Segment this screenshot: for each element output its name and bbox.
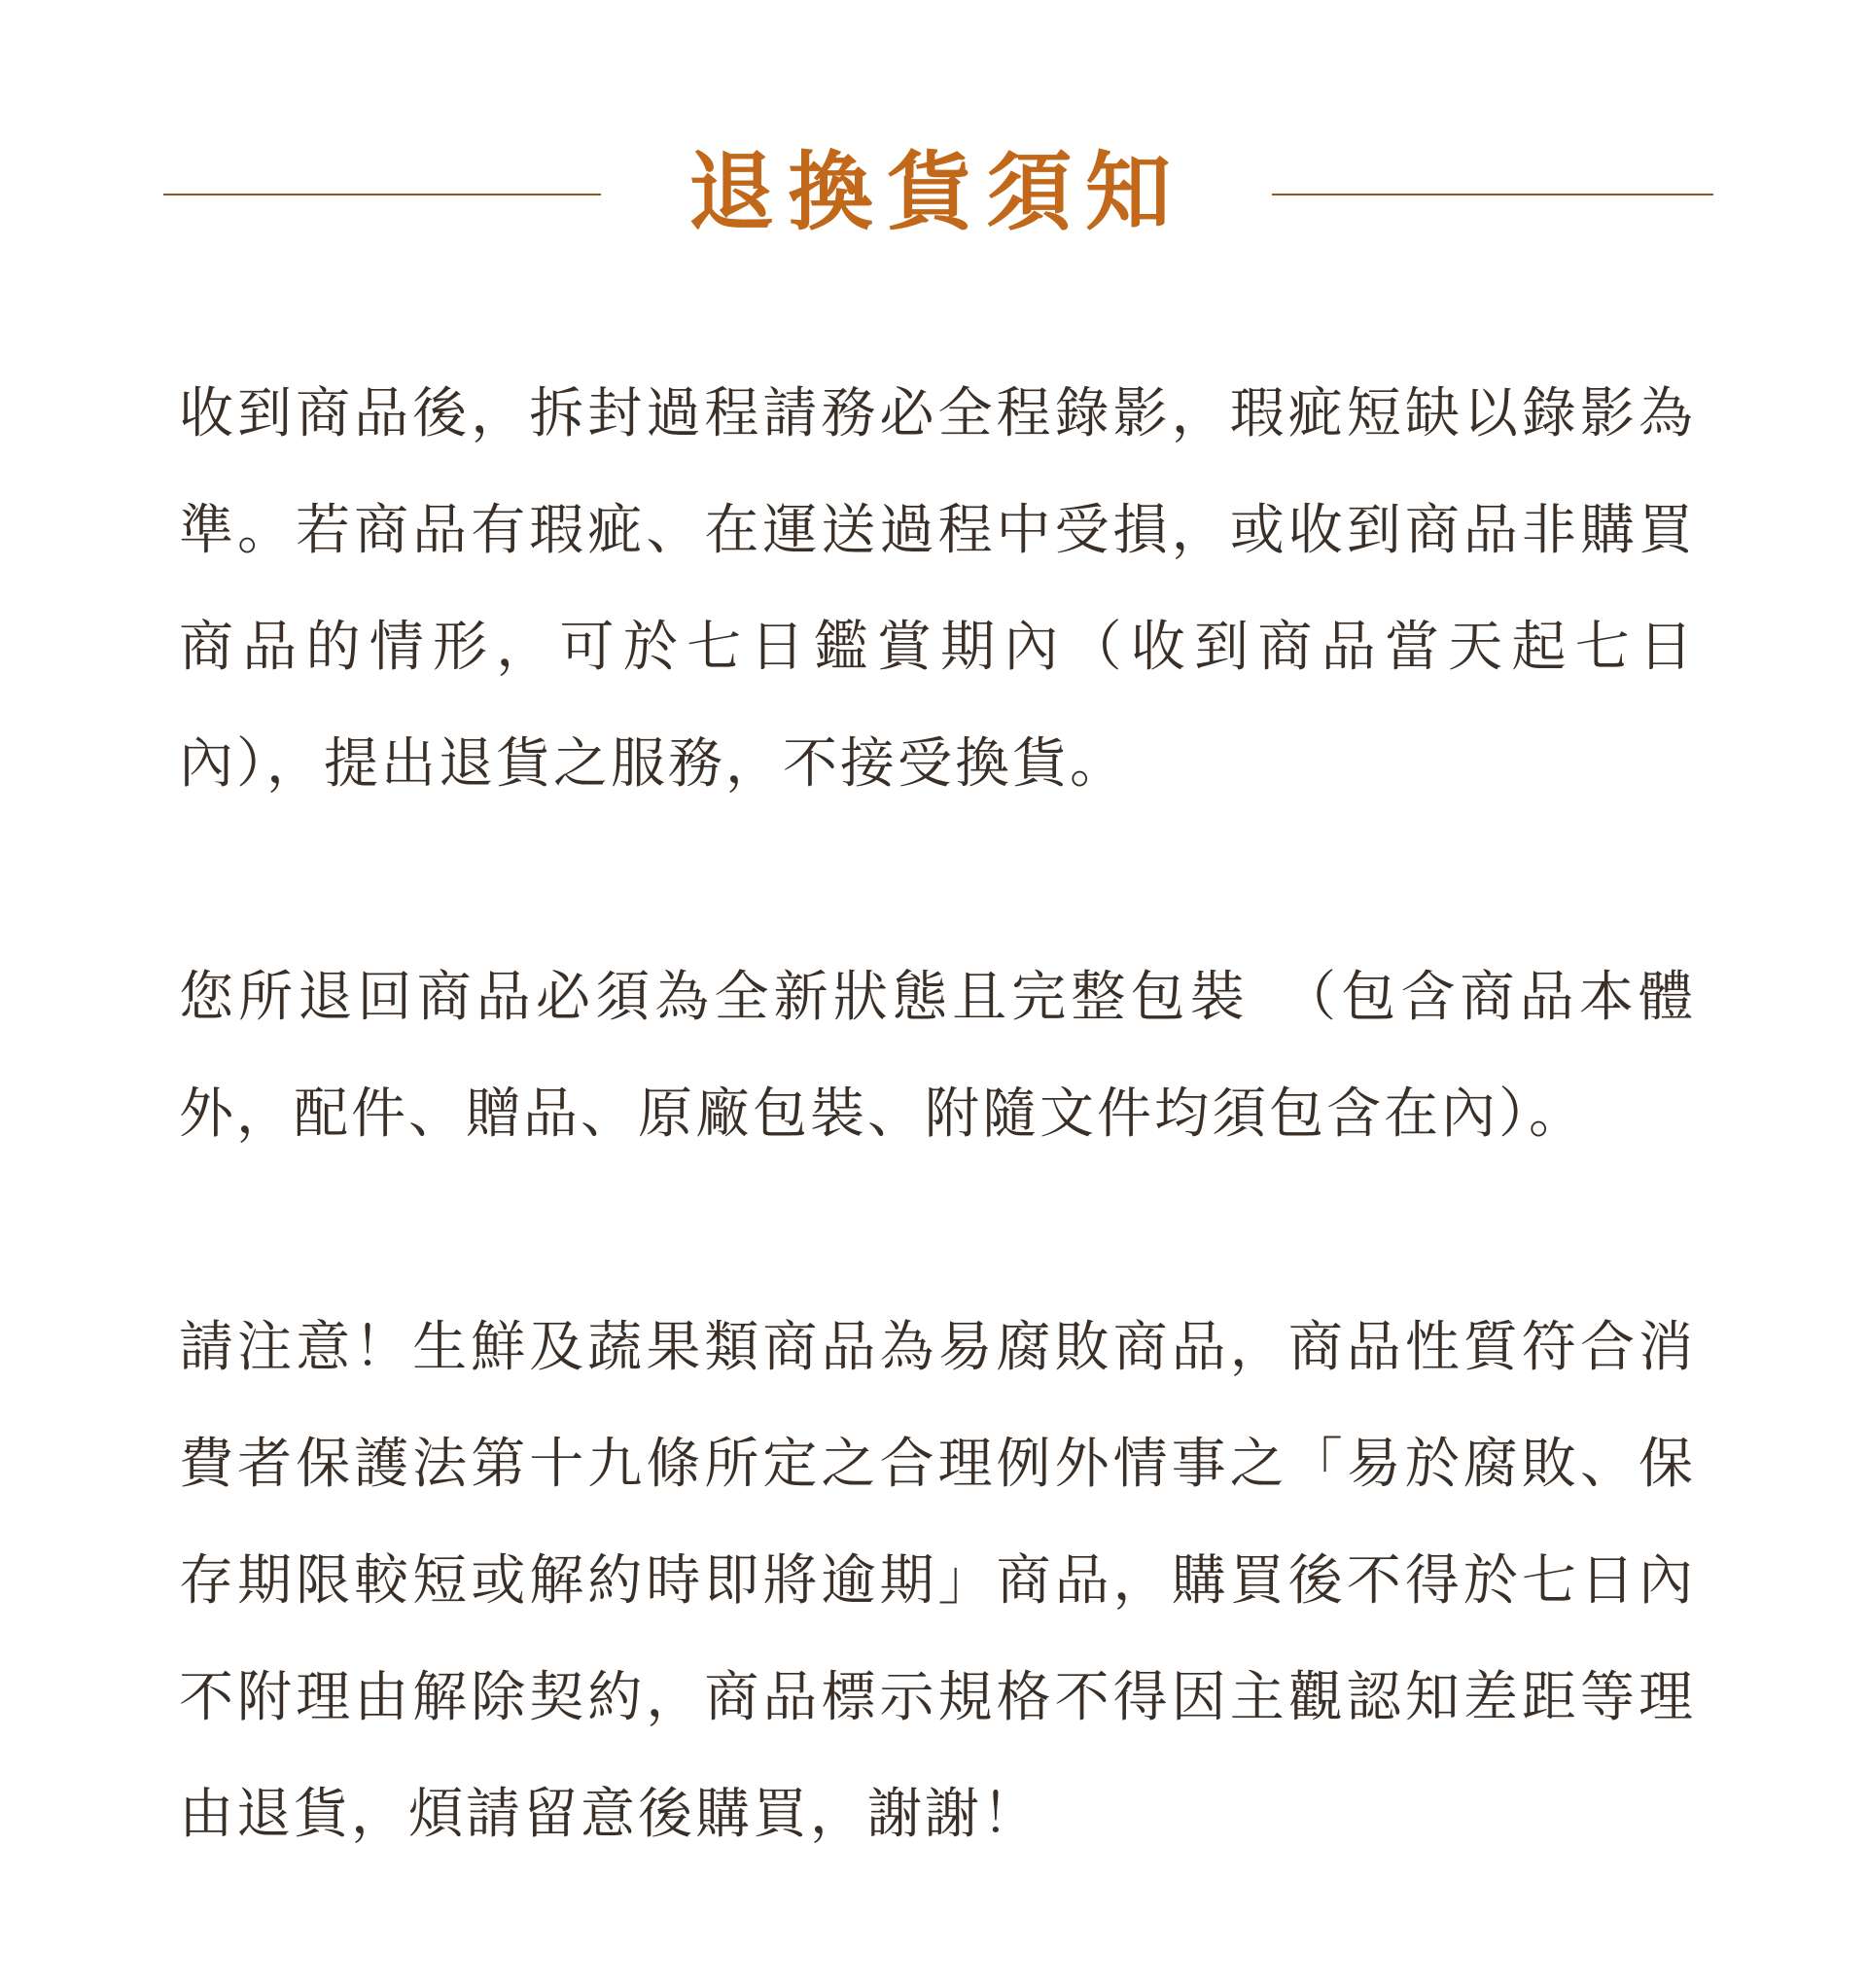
return-policy-content bbox=[179, 356, 1696, 1873]
title-header bbox=[0, 124, 1867, 261]
policy-paragraph-condition: 您所退回商品必須為全新狀態且完整包裝 （包含商品本體外，配件、贈品、原廠包裝、附隨文件均須包含在內）。 bbox=[179, 966, 1696, 1146]
policy-paragraph-recording: 收到商品後，拆封過程請務必全程錄影，瑕疵短缺以錄影為準。若商品有瑕疵、在運送過程中受損，或收到商品非購買商品的情形，可於七日鑑賞期內（收到商品當天起七日內），提出退貨之服務，不接受換貨。 bbox=[179, 382, 1696, 796]
policy-paragraph-perishables: 請注意！生鮮及蔬果類商品為易腐敗商品，商品性質符合消費者保護法第十九條所定之合理例外情事之「易於腐敗、保存期限較短或解約時即將逾期」商品，購買後不得於七日內不附理由解除契約，商品標示規格不得因主觀認知差距等理由退貨，煩請留意後購買，謝謝！ bbox=[179, 1316, 1696, 1846]
title-divider-right bbox=[1272, 194, 1713, 195]
page-title: 退換貨須知 bbox=[687, 142, 1184, 242]
title-divider-left bbox=[163, 194, 601, 195]
